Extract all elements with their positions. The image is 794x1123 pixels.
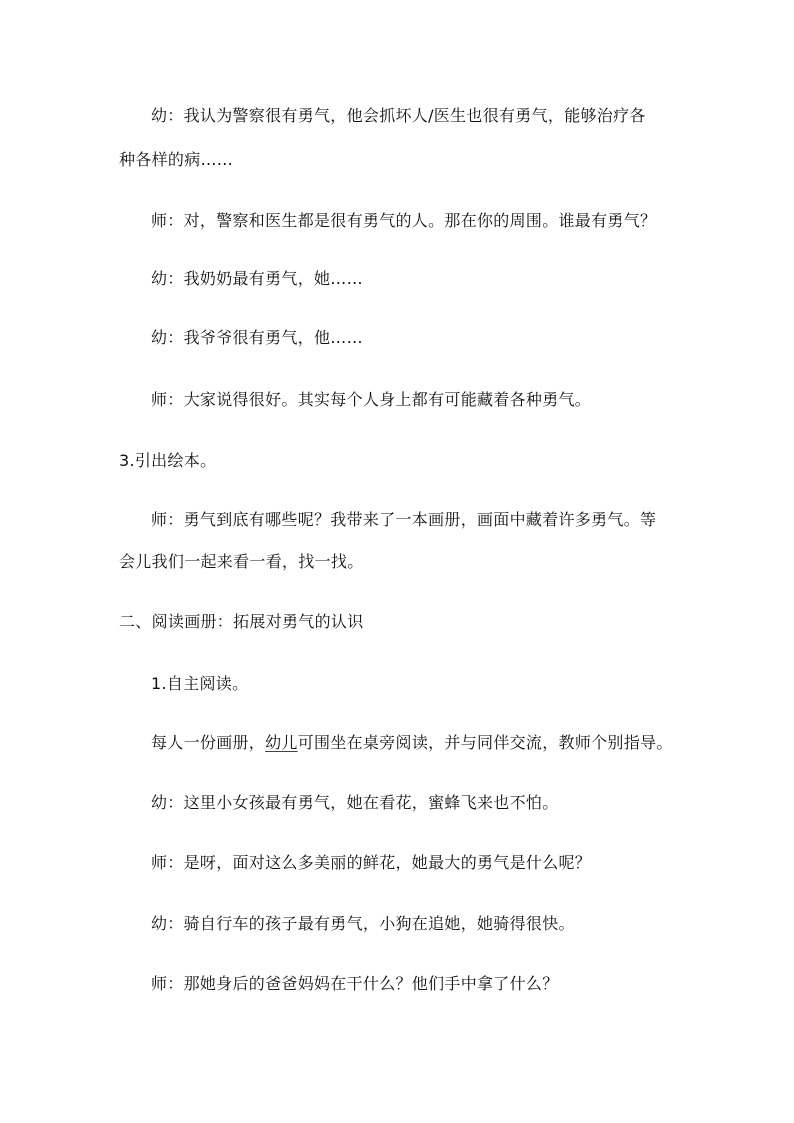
paragraph-line: 幼：这里小女孩最有勇气，她在看花，蜜蜂飞来也不怕。 bbox=[151, 793, 559, 812]
paragraph-line: 师：是呀，面对这么多美丽的鲜花，她最大的勇气是什么呢？ bbox=[151, 853, 592, 872]
paragraph-line bbox=[151, 732, 673, 754]
section-heading: 二、阅读画册：拓展对勇气的认识 bbox=[119, 612, 364, 631]
subsection-heading: 1.自主阅读。 bbox=[151, 674, 249, 693]
hyperlink-youer[interactable]: 幼儿 bbox=[265, 733, 298, 752]
text-segment: 每人一份画册， bbox=[151, 733, 266, 752]
paragraph-line: 幼：我爷爷很有勇气，他…… bbox=[151, 328, 363, 347]
paragraph-line: 师：大家说得很好。其实每个人身上都有可能藏着各种勇气。 bbox=[151, 390, 592, 409]
paragraph-line: 幼：我认为警察很有勇气，他会抓坏人/医生也很有勇气，能够治疗各 bbox=[151, 106, 646, 125]
paragraph-line: 幼：骑自行车的孩子最有勇气，小狗在追她，她骑得很快。 bbox=[151, 914, 575, 933]
paragraph-line: 师：那她身后的爸爸妈妈在干什么？他们手中拿了什么？ bbox=[151, 974, 559, 993]
text-segment: 可围坐在桌旁阅读，并与同伴交流，教师个别指导。 bbox=[297, 733, 673, 752]
section-heading: 3.引出绘本。 bbox=[119, 451, 217, 470]
paragraph-line: 幼：我奶奶最有勇气，她…… bbox=[151, 269, 363, 288]
paragraph-line: 会儿我们一起来看一看，找一找。 bbox=[119, 552, 364, 571]
paragraph-line: 师：勇气到底有哪些呢？我带来了一本画册，画面中藏着许多勇气。等 bbox=[151, 510, 657, 529]
paragraph-line: 种各样的病…… bbox=[119, 150, 234, 169]
paragraph-line: 师：对，警察和医生都是很有勇气的人。那在你的周围。谁最有勇气？ bbox=[151, 211, 657, 230]
